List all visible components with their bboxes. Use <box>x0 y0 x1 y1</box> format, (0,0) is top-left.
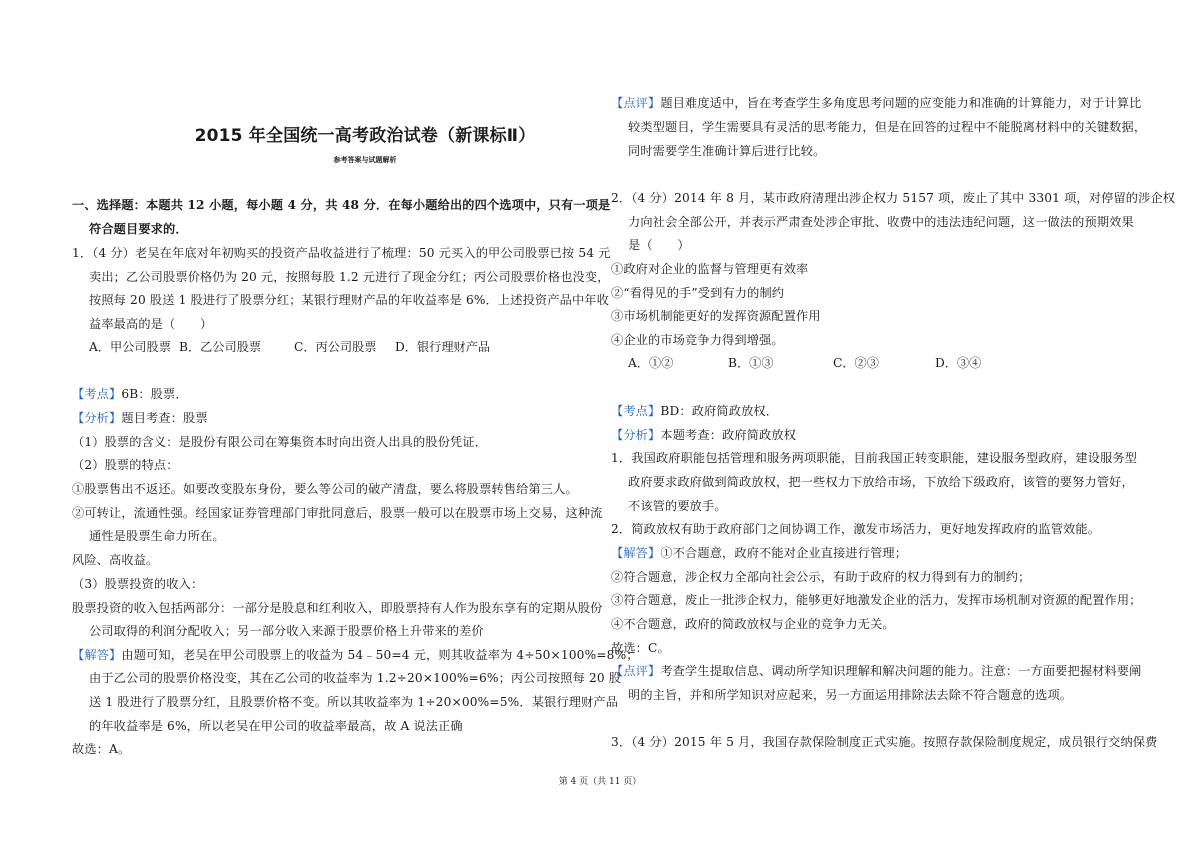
answer-line: 故选：A。 <box>72 742 131 756</box>
dianping-line <box>611 663 1142 679</box>
analysis-line: 2．简政放权有助于政府部门之间协调工作，激发市场活力，更好地发挥政府的监管效能。 <box>611 522 1101 536</box>
question-3-line: 3．（4 分）2015 年 5 月，我国存款保险制度正式实施。按照存款保险制度规定，成员银行交纳保费 <box>611 735 1158 749</box>
jieda-text: 由题可知，老吴在甲公司股票上的收益为 54﹣50=4 元，则其收益率为 4÷50×100%=8%； <box>121 648 639 662</box>
dianping-line: 较类型题目，学生需要具有灵活的思考能力，但是在回答的过程中不能脱离材料中的关键数据， <box>628 120 1147 134</box>
analysis-line: ②可转让，流通性强。经国家证券管理部门审批同意后，股票一般可以在股票市场上交易，这种流 <box>72 506 603 520</box>
dianping-line: 明的主旨，并和所学知识对应起来，另一方面运用排除法去除不符合题意的选项。 <box>628 688 1073 702</box>
option-b: B．乙公司股票 <box>179 340 262 354</box>
fenxi-text: 本题考查：政府简政放权 <box>660 428 797 442</box>
option-c: C．②③ <box>833 356 879 370</box>
dianping-text: 题目难度适中，旨在考查学生多角度思考问题的应变能力和准确的计算能力，对于计算比 <box>660 96 1142 110</box>
kaodian-text: BD：政府简政放权． <box>660 404 779 418</box>
page-title: 2015 年全国统一高考政治试卷（新课标Ⅱ） <box>194 126 536 146</box>
dianping-line: 同时需要学生准确计算后进行比较。 <box>628 144 826 158</box>
option-a: A．甲公司股票 <box>89 340 171 354</box>
jieda-line: 的年收益率是 6%，所以老吴在甲公司的收益率最高，故 A 说法正确 <box>89 719 463 733</box>
question-2-line: 力向社会全部公开，并表示严肃查处涉企审批、收费中的违法违纪问题，这一做法的预期效果 <box>628 215 1134 229</box>
jieda-tag: 【解答】 <box>611 546 661 560</box>
jieda-line: 由于乙公司的股票价格没变，其在乙公司的收益率为 1.2÷20×100%=6%；丙公司按照每 20 股 <box>89 671 622 685</box>
question-1-line: 1．（4 分）老吴在年底对年初购买的投资产品收益进行了梳理：50 元买入的甲公司股票已按 54 元 <box>72 246 611 260</box>
question-1-line: 卖出；乙公司股票价格仍为 20 元，按照每股 1.2 元进行了现金分红；丙公司股票价格也没变， <box>89 270 610 284</box>
fenxi-text: 题目考查：股票 <box>121 411 208 425</box>
answer-line: 故选：C。 <box>611 641 670 655</box>
jieda-line <box>72 647 639 663</box>
jieda-line <box>611 545 907 561</box>
question-2-item: ③市场机制能更好的发挥资源配置作用 <box>611 309 821 323</box>
question-2-line: 是（ ） <box>628 238 690 252</box>
question-1-line: 益率最高的是（ ） <box>89 317 213 331</box>
dianping-tag: 【点评】 <box>611 664 661 678</box>
fenxi-tag: 【分析】 <box>72 411 122 425</box>
fenxi-line <box>611 427 796 443</box>
kaodian-tag: 【考点】 <box>72 387 122 401</box>
fenxi-line <box>72 410 208 426</box>
option-b: B．①③ <box>728 356 774 370</box>
option-d: D．③④ <box>935 356 982 370</box>
question-1-line: 按照每 20 股送 1 股进行了股票分红；某银行理财产品的年收益率是 6%．上述投资产品中年收 <box>89 293 609 307</box>
kaodian-line <box>611 403 778 419</box>
jieda-line: ③符合题意，废止一批涉企权力，能够更好地激发企业的活力，发挥市场机制对资源的配置作用； <box>611 593 1142 607</box>
analysis-line: （2）股票的特点： <box>72 458 179 472</box>
dianping-line <box>611 95 1142 111</box>
question-2-item: ②“看得见的手”受到有力的制约 <box>611 286 785 300</box>
section-heading: 一、选择题：本题共 12 小题，每小题 4 分，共 48 分．在每小题给出的四个选项中，只有一项是 <box>72 198 611 212</box>
kaodian-text: 6B：股票． <box>121 387 188 401</box>
kaodian-line <box>72 386 188 402</box>
analysis-line: （1）股票的含义：是股份有限公司在筹集资本时向出资人出具的股份凭证． <box>72 435 488 449</box>
option-c: C．丙公司股票 <box>294 340 377 354</box>
jieda-text: ①不合题意，政府不能对企业直接进行管理； <box>660 546 908 560</box>
kaodian-tag: 【考点】 <box>611 404 661 418</box>
analysis-line: 股票投资的收入包括两部分：一部分是股息和红利收入，即股票持有人作为股东享有的定期从股份 <box>72 601 603 615</box>
option-d: D．银行理财产品 <box>395 340 491 354</box>
jieda-line: 送 1 股进行了股票分红，且股票价格不变。所以其收益率为 1÷20×00%=5%．某银行理财产品 <box>89 695 619 709</box>
question-2-item: ①政府对企业的监督与管理更有效率 <box>611 262 809 276</box>
option-a: A．①② <box>628 356 674 370</box>
fenxi-tag: 【分析】 <box>611 428 661 442</box>
dianping-text: 考查学生提取信息、调动所学知识理解和解决问题的能力。注意：一方面要把握材料要阐 <box>660 664 1142 678</box>
question-2-line: 2．（4 分）2014 年 8 月，某市政府清理出涉企权力 5157 项，废止了其中 3301 项，对停留的涉企权 <box>611 191 1176 205</box>
jieda-line: ②符合题意，涉企权力全部向社会公示，有助于政府的权力得到有力的制约； <box>611 570 1031 584</box>
dianping-tag: 【点评】 <box>611 96 661 110</box>
section-heading-cont: 符合题目要求的． <box>89 222 188 236</box>
question-2-item: ④企业的市场竞争力得到增强。 <box>611 333 784 347</box>
analysis-line: 政府要求政府做到简政放权，把一些权力下放给市场，下放给下级政府，该管的要努力管好， <box>628 475 1134 489</box>
analysis-line: 不该管的要放手。 <box>628 499 727 513</box>
analysis-line: 风险、高收益。 <box>72 553 159 567</box>
page-subtitle: 参考答案与试题解析 <box>333 156 397 164</box>
analysis-line: 通性是股票生命力所在。 <box>89 529 225 543</box>
analysis-line: （3）股票投资的收入： <box>72 577 204 591</box>
analysis-line: 公司取得的利润分配收入；另一部分收入来源于股票价格上升带来的差价 <box>89 624 484 638</box>
jieda-line: ④不合题意，政府的简政放权与企业的竞争力无关。 <box>611 617 895 631</box>
page-footer: 第 4 页（共 11 页） <box>558 777 642 787</box>
analysis-line: ①股票售出不返还。如要改变股东身份，要么等公司的破产清盘，要么将股票转售给第三人。 <box>72 482 578 496</box>
analysis-line: 1．我国政府职能包括管理和服务两项职能，目前我国正转变职能，建设服务型政府，建设服务型 <box>611 451 1138 465</box>
jieda-tag: 【解答】 <box>72 648 122 662</box>
